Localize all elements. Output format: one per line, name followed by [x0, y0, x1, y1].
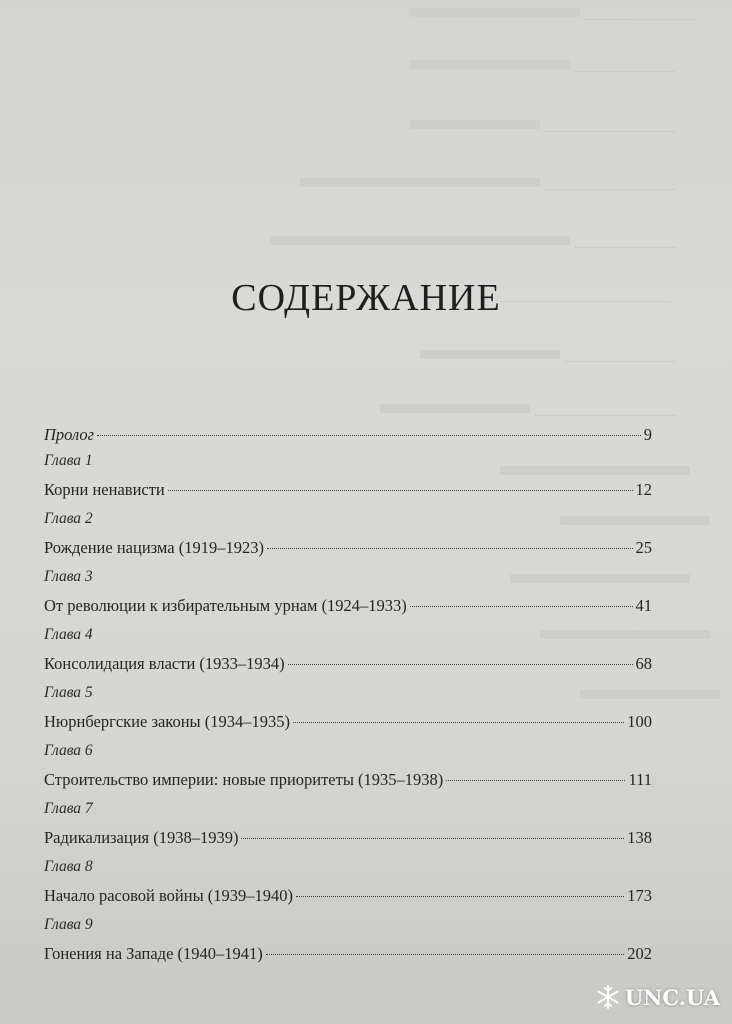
chapter-label: Глава 1: [44, 452, 93, 469]
toc-row: [44, 421, 652, 449]
toc-page-number: 9: [643, 425, 652, 444]
snowflake-logo-icon: [595, 984, 621, 1010]
toc-row: [44, 473, 652, 507]
dot-leader: [446, 780, 625, 781]
toc-entry-title: Рождение нацизма (1919–1923): [44, 538, 264, 557]
toc-entry-chapter-5[interactable]: [44, 681, 652, 739]
toc-row: [44, 647, 652, 681]
toc-row: [44, 879, 652, 913]
toc-row: [44, 531, 652, 565]
toc-entry-title: Корни ненависти: [44, 480, 165, 499]
toc-entry-title: От революции к избирательным урнам (1924–1933): [44, 596, 407, 615]
toc-entry-chapter-1[interactable]: [44, 449, 652, 507]
table-of-contents: [44, 421, 652, 971]
toc-entry-chapter-2[interactable]: [44, 507, 652, 565]
toc-entry-title: Консолидация власти (1933–1934): [44, 654, 285, 673]
toc-entry-chapter-3[interactable]: [44, 565, 652, 623]
chapter-label: Глава 3: [44, 568, 93, 585]
chapter-label: Глава 7: [44, 800, 93, 817]
toc-page-number: 111: [628, 770, 652, 789]
dot-leader: [296, 896, 624, 897]
toc-row: [44, 589, 652, 623]
dot-leader: [293, 722, 624, 723]
toc-entry-chapter-6[interactable]: [44, 739, 652, 797]
toc-entry-title: Радикализация (1938–1939): [44, 828, 239, 847]
dot-leader: [241, 838, 624, 839]
chapter-label: Глава 6: [44, 742, 93, 759]
chapter-label: Глава 9: [44, 916, 93, 933]
toc-entry-chapter-8[interactable]: [44, 855, 652, 913]
chapter-label: Глава 4: [44, 626, 93, 643]
chapter-label: Глава 5: [44, 684, 93, 701]
chapter-label: Глава 8: [44, 858, 93, 875]
toc-row: [44, 821, 652, 855]
page-title: СОДЕРЖАНИЕ: [231, 277, 501, 319]
toc-entry-title: Нюрнбергские законы (1934–1935): [44, 712, 291, 731]
site-watermark: [595, 984, 720, 1010]
dot-leader: [267, 548, 633, 549]
toc-entry-chapter-7[interactable]: [44, 797, 652, 855]
toc-page-number: 202: [627, 944, 652, 963]
dot-leader: [97, 435, 641, 436]
toc-row: [44, 705, 652, 739]
toc-row: [44, 937, 652, 971]
toc-page-number: 173: [627, 886, 652, 905]
toc-page-number: 100: [627, 712, 652, 731]
dot-leader: [410, 606, 633, 607]
toc-entry-title: Строительство империи: новые приоритеты (1935–1938): [44, 770, 444, 789]
toc-entry-prologue[interactable]: [44, 421, 652, 449]
toc-page-number: 25: [635, 538, 652, 557]
chapter-label: Глава 2: [44, 510, 93, 527]
toc-page-number: 41: [635, 596, 652, 615]
toc-entry-chapter-4[interactable]: [44, 623, 652, 681]
toc-entry-title: Начало расовой войны (1939–1940): [44, 886, 294, 905]
toc-entry-title: Пролог: [44, 425, 95, 444]
dot-leader: [288, 664, 633, 665]
dot-leader: [266, 954, 624, 955]
dot-leader: [168, 490, 633, 491]
toc-entry-chapter-9[interactable]: [44, 913, 652, 971]
watermark-text: UNC.UA: [624, 984, 720, 1010]
toc-page-number: 138: [627, 828, 652, 847]
toc-entry-title: Гонения на Западе (1940–1941): [44, 944, 263, 963]
toc-page-number: 12: [635, 480, 652, 499]
toc-page-number: 68: [635, 654, 652, 673]
toc-row: [44, 763, 652, 797]
